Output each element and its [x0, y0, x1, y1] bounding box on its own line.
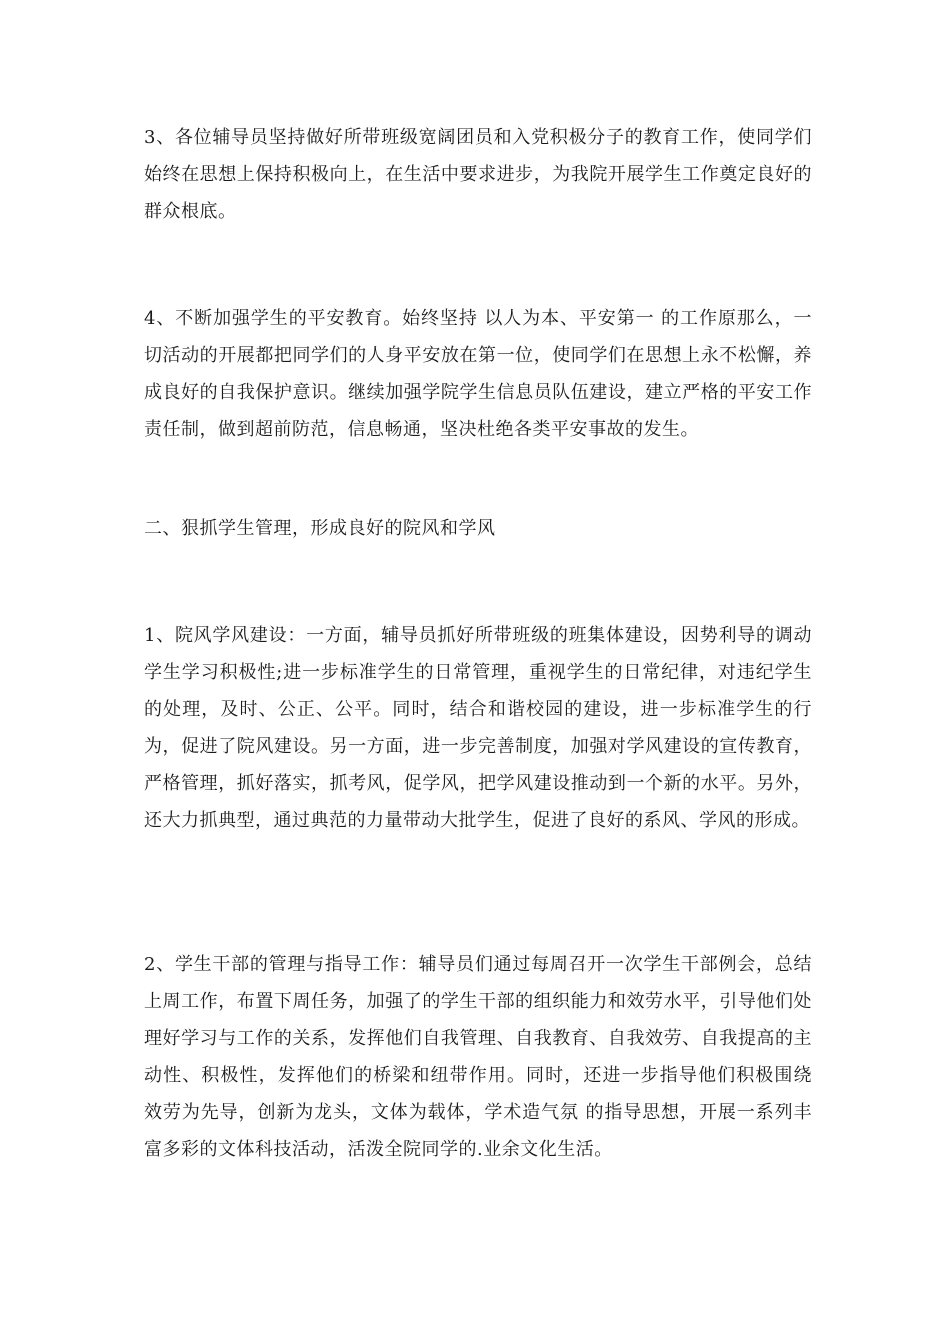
paragraph-item-2: 2、学生干部的管理与指导工作：辅导员们通过每周召开一次学生干部例会，总结上周工作，布置下周任务，加强了的学生干部的组织能力和效劳水平，引导他们处理好学习与工作的关系，发挥他们自我管理、自我教育、自我效劳、自我提高的主动性、积极性，发挥他们的桥梁和纽带作用。同时，还进一步指导他们积极围绕 效劳为先导，创新为龙头，文体为载体，学术造气氛 的指导思想，开展一系列丰富多彩的文体科技活动，活泼全院同学的.业余文化生活。 — [144, 954, 812, 1160]
paragraph-item-3: 3、各位辅导员坚持做好所带班级宽阔团员和入党积极分子的教育工作，使同学们始终在思想上保持积极向上，在生活中要求进步，为我院开展学生工作奠定良好的群众根底。 — [144, 127, 812, 222]
section-heading-2: 二、狠抓学生管理，形成良好的院风和学风 — [144, 518, 496, 539]
paragraph-item-4: 4、不断加强学生的平安教育。始终坚持 以人为本、平安第一 的工作原那么，一切活动的开展都把同学们的人身平安放在第一位，使同学们在思想上永不松懈，养成良好的自我保护意识。继续加强学院学生信息员队伍建设，建立严格的平安工作责任制，做到超前防范，信息畅通，坚决杜绝各类平安事故的发生。 — [144, 308, 812, 440]
paragraph-item-1: 1、院风学风建设：一方面，辅导员抓好所带班级的班集体建设，因势利导的调动学生学习积极性;进一步标准学生的日常管理，重视学生的日常纪律，对违纪学生的处理，及时、公正、公平。同时，结合和谐校园的建设，进一步标准学生的行为，促进了院风建设。另一方面，进一步完善制度，加强对学风建设的宣传教育，严格管理，抓好落实，抓考风，促学风，把学风建设推动到一个新的水平。另外，还大力抓典型，通过典范的力量带动大批学生，促进了良好的系风、学风的形成。 — [144, 625, 812, 831]
